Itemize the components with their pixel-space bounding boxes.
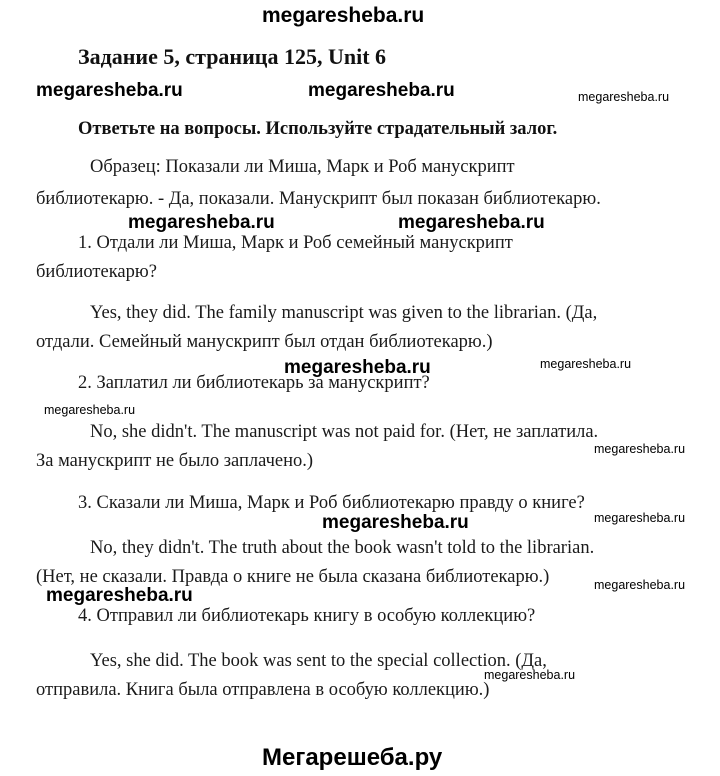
watermark: megaresheba.ru	[398, 212, 545, 233]
watermark: megaresheba.ru	[594, 442, 686, 456]
watermark: megaresheba.ru	[284, 357, 431, 378]
answer-4-line-1: Yes, she did. The book was sent to the special collection. (Да,	[90, 651, 547, 671]
question-4-line-1: 4. Отправил ли библиотекарь книгу в особую коллекцию?	[78, 606, 536, 626]
instruction-heading: Ответьте на вопросы. Используйте страдательный залог.	[78, 119, 558, 139]
question-3-line-1: 3. Сказали ли Миша, Марк и Роб библиотекарю правду о книге?	[78, 493, 585, 513]
watermark: megaresheba.ru	[578, 90, 670, 104]
page-title: Задание 5, страница 125, Unit 6	[78, 44, 387, 69]
watermark: megaresheba.ru	[594, 511, 686, 525]
question-1-line-2: библиотекарю?	[36, 262, 157, 282]
question-2-line-1: 2. Заплатил ли библиотекарь за манускрипт?	[78, 373, 430, 393]
answer-1-line-2: отдали. Семейный манускрипт был отдан библиотекарю.)	[36, 332, 493, 352]
answer-2-line-1: No, she didn't. The manuscript was not paid for. (Нет, не заплатила.	[90, 422, 599, 442]
watermark: megaresheba.ru	[128, 212, 275, 233]
answer-3-line-1: No, they didn't. The truth about the book wasn't told to the librarian.	[90, 538, 595, 558]
watermark: megaresheba.ru	[44, 403, 136, 417]
answer-3-line-2: (Нет, не сказали. Правда о книге не была сказана библиотекарю.)	[36, 567, 550, 587]
watermark: megaresheba.ru	[46, 585, 193, 606]
answer-1-line-1: Yes, they did. The family manuscript was given to the librarian. (Да,	[90, 303, 598, 323]
answer-2-line-2: За манускрипт не было заплачено.)	[36, 451, 314, 471]
watermark: megaresheba.ru	[594, 578, 686, 592]
watermark: megaresheba.ru	[322, 512, 469, 533]
example-line-1: Образец: Показали ли Миша, Марк и Роб манускрипт	[90, 157, 515, 177]
watermark-top: megaresheba.ru	[262, 4, 425, 27]
watermark: megaresheba.ru	[540, 357, 632, 371]
watermark: megaresheba.ru	[36, 80, 183, 101]
watermark: megaresheba.ru	[308, 80, 455, 101]
answer-4-line-2: отправила. Книга была отправлена в особую коллекцию.)	[36, 680, 490, 700]
watermark: megaresheba.ru	[484, 668, 576, 682]
question-1-line-1: 1. Отдали ли Миша, Марк и Роб семейный манускрипт	[78, 233, 513, 253]
example-line-2: библиотекарю. - Да, показали. Манускрипт был показан библиотекарю.	[36, 189, 601, 209]
watermark-bottom: Мегарешеба.ру	[262, 744, 443, 771]
